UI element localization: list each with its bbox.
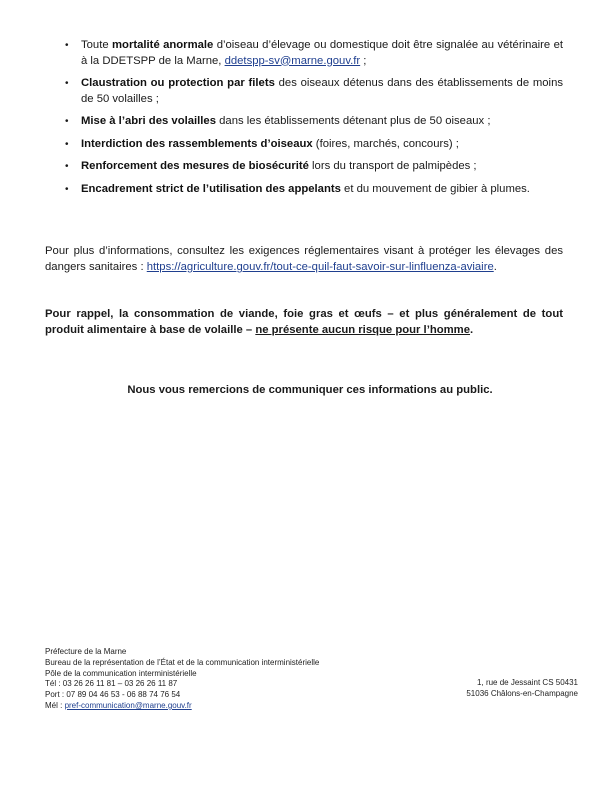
list-item-bold: Interdiction des rassemblements d’oiseaux [81, 137, 313, 150]
info-text: Pour plus d’informations, consultez les exigences réglementaires visant à protéger les élevages des dangers sanitaires : [45, 245, 563, 273]
footer-address-line1: 1, rue de Jessaint CS 50431 [477, 678, 578, 687]
list-item-text: lors du transport de palmipèdes ; [308, 160, 477, 172]
list-item-bold: mortalité anormale [112, 39, 214, 51]
list-item-bold: Renforcement des mesures de biosécurité [81, 160, 309, 172]
footer-email-link[interactable]: pref-communication@marne.gouv.fr [64, 700, 192, 710]
footer-tel: Tél : 03 26 26 11 81 – 03 26 26 11 87 [45, 679, 178, 689]
list-item-text: Toute [81, 39, 113, 51]
reminder-underlined: ne présente aucun risque pour l’homme [255, 324, 471, 336]
footer-bureau: Bureau de la représentation de l’État et de la communication interministérielle [45, 657, 320, 667]
influenza-info-link[interactable]: https://agriculture.gouv.fr/tout-ce-quil-faut-savoir-sur-linfluenza-aviaire [146, 261, 494, 273]
reminder-text: Pour rappel, la consommation de viande, foie gras et œufs – et plus généralement de tout produit alimentaire à base de volaille – [45, 308, 563, 336]
list-item-text: et du mouvement de gibier à plumes. [340, 182, 530, 195]
footer-contact [45, 647, 319, 712]
footer-port: Port : 07 89 04 46 53 - 06 88 74 76 54 [45, 690, 181, 700]
list-item [62, 114, 563, 130]
footer-mel-line [45, 701, 319, 712]
list-item-bold: Mise à l’abri des volailles [81, 115, 217, 127]
list-item-bold: Claustration ou protection par filets [81, 77, 275, 89]
list-item-text: des oiseaux détenus dans des établissements de moins de 50 volailles ; [81, 77, 563, 105]
list-item [62, 76, 563, 107]
list-item [62, 159, 563, 175]
list-item-text: (foires, marchés, concours) ; [312, 137, 459, 150]
reminder-end: . [470, 324, 474, 336]
measures-list [62, 38, 563, 204]
info-end: . [493, 261, 497, 273]
footer-org: Préfecture de la Marne [45, 647, 127, 656]
footer-mel-label: Mél : [45, 700, 65, 710]
list-item [62, 38, 563, 69]
list-item [62, 182, 563, 198]
info-paragraph [45, 243, 563, 275]
ddetspp-email-link[interactable]: ddetspp-sv@marne.gouv.fr [224, 54, 361, 67]
list-item-text: d’oiseau d’élevage ou domestique doit être signalée au vétérinaire et à la DDETSPP de la Marne, [81, 39, 564, 67]
list-item-bold: Encadrement strict de l’utilisation des appelants [81, 182, 341, 195]
thanks-message: Nous vous remercions de communiquer ces informations au public. [127, 384, 493, 396]
list-item-text: ; [360, 54, 367, 67]
footer-pole: Pôle de la communication interministérielle [45, 668, 197, 678]
footer-address [466, 678, 578, 700]
list-item [62, 137, 563, 153]
footer-address-line2: 51036 Châlons-en-Champagne [466, 688, 578, 698]
reminder-paragraph [45, 306, 563, 338]
list-item-text: dans les établissements détenant plus de 50 oiseaux ; [216, 115, 491, 127]
